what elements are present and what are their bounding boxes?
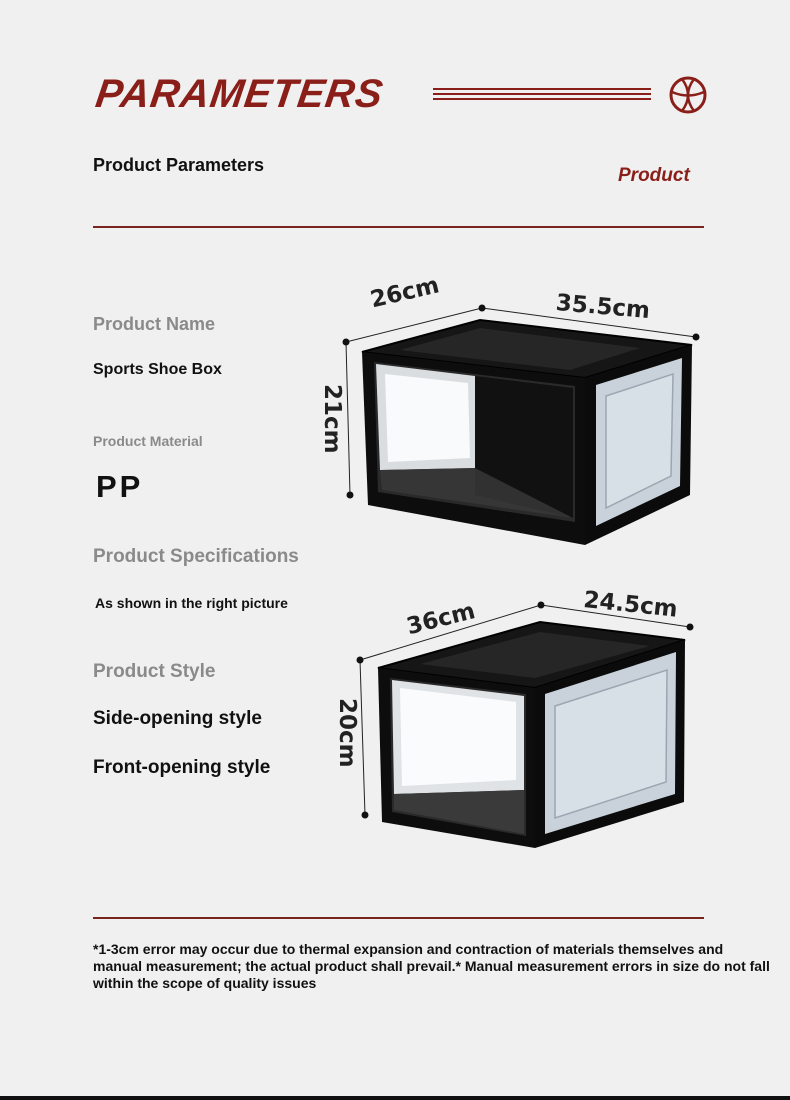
basketball-icon: [668, 75, 708, 115]
footnote: *1-3cm error may occur due to thermal expansion and contraction of materials themselves and manual measurement; the actual product shall prevail.* Manual measurement errors in size do not fall within the scope of quality issues: [93, 941, 770, 991]
bottom-bar: [0, 1096, 790, 1100]
top-divider: [93, 226, 704, 228]
box2-height-label: 20cm: [334, 698, 360, 768]
style-side-opening: Side-opening style: [93, 708, 262, 729]
style-front-opening: Front-opening style: [93, 757, 271, 778]
product-material-label: Product Material: [93, 433, 203, 449]
box1-width-label: 35.5cm: [554, 290, 652, 325]
section-title: Product Parameters: [93, 155, 265, 175]
box2-depth-label: 36cm: [404, 598, 478, 641]
product-specifications-label: Product Specifications: [93, 546, 299, 567]
box1-height-label: 21cm: [319, 384, 345, 454]
product-material-value: PP: [96, 469, 144, 504]
side-opening-box-illustration: [330, 290, 710, 560]
product-name-value: Sports Shoe Box: [93, 361, 222, 378]
box1-depth-label: 26cm: [368, 272, 442, 314]
page-title: PARAMETERS: [92, 72, 387, 116]
front-opening-box-illustration: [340, 590, 710, 860]
product-specifications-value: As shown in the right picture: [95, 595, 288, 611]
product-tag: Product: [618, 165, 690, 186]
box2-width-label: 24.5cm: [582, 587, 679, 623]
product-name-label: Product Name: [93, 314, 216, 334]
product-style-label: Product Style: [93, 661, 216, 682]
bottom-divider: [93, 917, 704, 919]
